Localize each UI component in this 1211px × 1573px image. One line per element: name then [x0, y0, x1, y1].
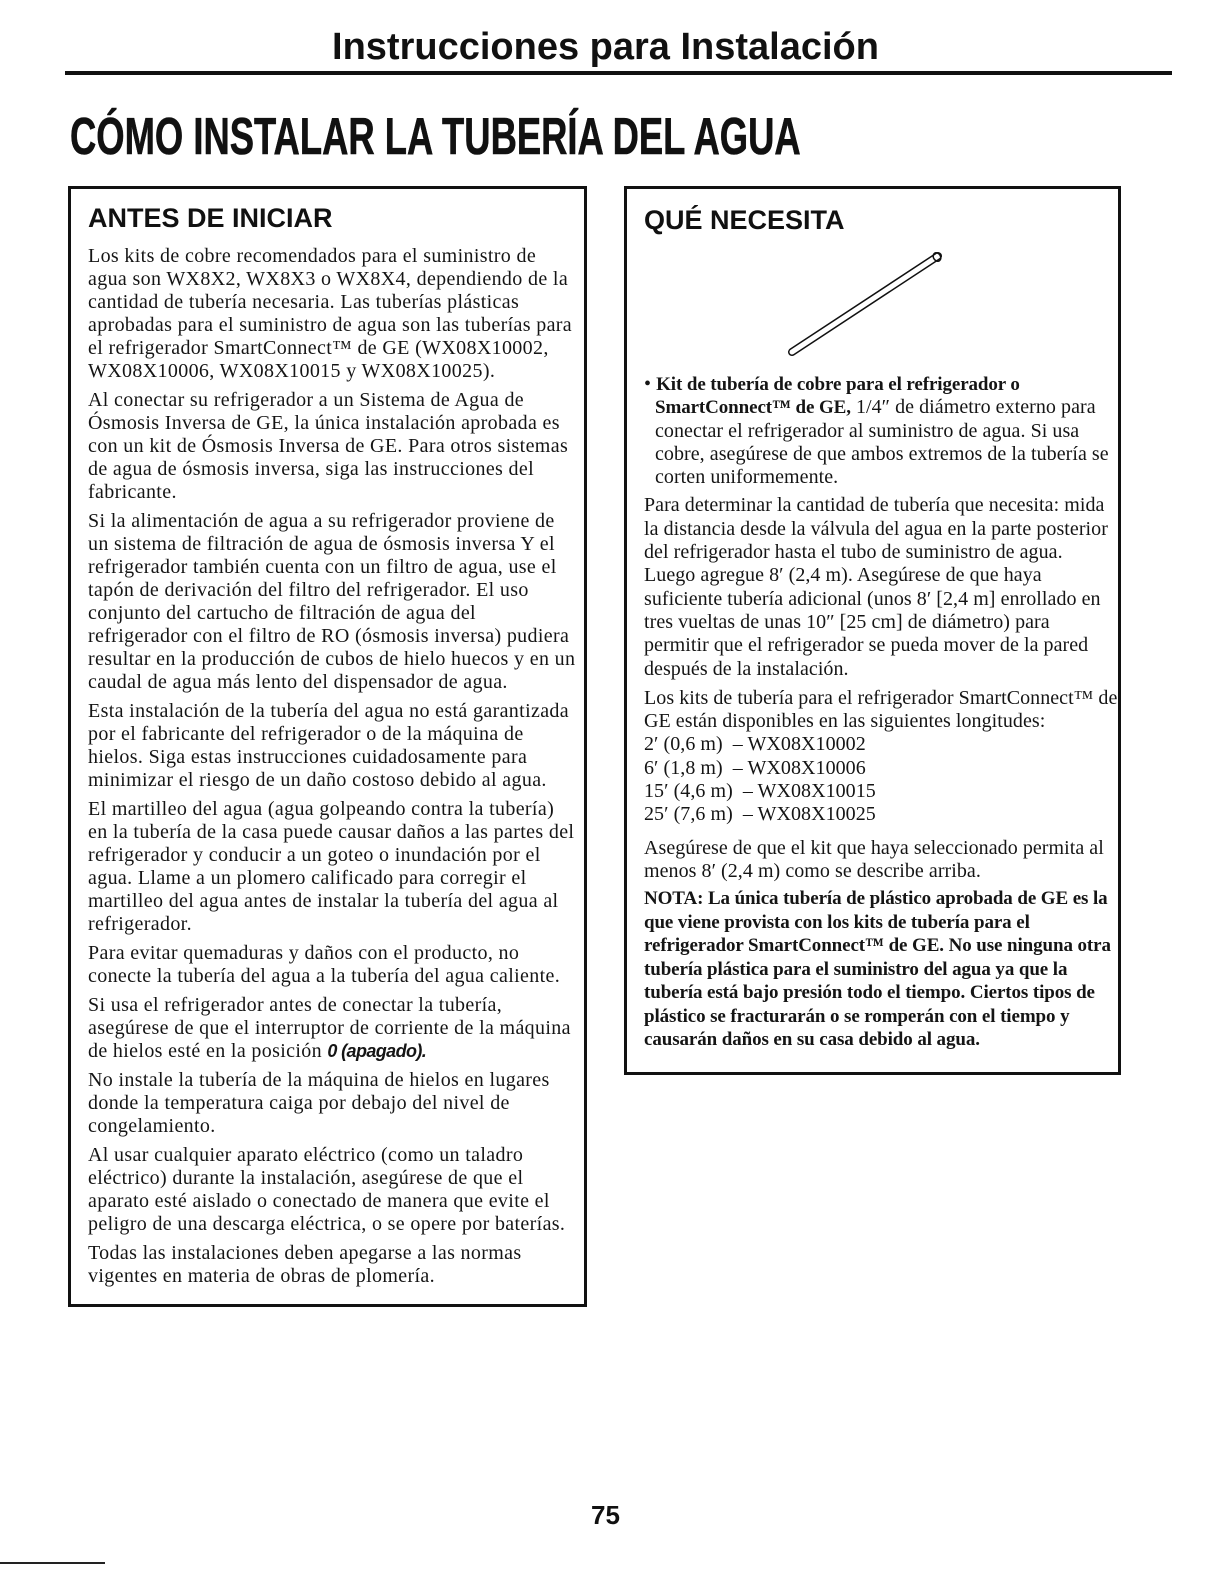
note-plastic-tubing: NOTA: La única tubería de plástico aprobada de GE es la que viene provista con los kits de tubería para el refrigerador SmartConnect™ de GE. No use ninguna otra tubería plástica para el suministro del agua ya que la tubería está bajo presión todo el tiempo. Ciertos tipos de plástico se fracturarán o se romperán con el tiempo y causarán daños en su casa debido al agua.	[644, 888, 1111, 1051]
before-you-begin-body	[88, 245, 576, 1288]
list-item	[644, 757, 1118, 780]
tubing-model: – WX08X10025	[742, 803, 876, 826]
paragraph-icemaker-switch	[88, 994, 576, 1063]
tubing-model: – WX08X10015	[742, 780, 876, 803]
scan-edge-mark	[0, 1562, 105, 1564]
before-you-begin-heading: ANTES DE INICIAR	[88, 203, 333, 233]
paragraph-hot-water: Para evitar quemaduras y daños con el producto, no conecte la tubería del agua a la tubería del agua caliente.	[88, 942, 561, 987]
what-you-need-heading: QUÉ NECESITA	[644, 205, 845, 235]
paragraph-lengths-intro: Los kits de tubería para el refrigerador SmartConnect™ de GE están disponibles en las siguientes longitudes:	[644, 686, 1118, 733]
paragraph-warranty: Esta instalación de la tubería del agua no está garantizada por el fabricante del refrigerador o de la máquina de hielos. Siga estas instrucciones cuidadosamente para minimizar el riesgo de un daño costoso debido al agua.	[88, 700, 570, 791]
paragraph-measure-tubing: Para determinar la cantidad de tubería que necesita: mida la distancia desde la válvula del agua en la parte posterior del refrigerador hasta el tubo de suministro de agua. Luego agregue 8′ (2,4 m). Asegúrese de que haya suficiente tubería adicional (unos 8′ [2,4 m] enrollado en tres vueltas de unas 10″ [25 cm] de diámetro) para permitir que el refrigerador se pueda mover de la pared después de la instalación.	[644, 494, 1108, 680]
kit-list-item	[644, 373, 1118, 489]
kit-item-title: Kit de tubería de cobre para el refrigerador o SmartConnect™ de GE,	[655, 374, 1020, 419]
list-item	[644, 733, 1118, 756]
kit-item-description: 1/4″ de diámetro externo para conectar el refrigerador al suministro de agua. Si usa cobre, asegúrese de que ambos extremos de la tubería se corten uniformemente.	[655, 396, 1109, 489]
tubing-lengths-list	[644, 733, 1118, 826]
tubing-length: 15′ (4,6 m)	[644, 780, 733, 803]
paragraph-filter-bypass: Si la alimentación de agua a su refrigerador proviene de un sistema de filtración de agua de ósmosis inversa Y el refrigerador también cuenta con un filtro de agua, use el tapón de derivación del filtro del refrigerador. El uso conjunto del cartucho de filtración de agua del refrigerador con el filtro de RO (ósmosis inversa) pudiera resultar en la producción de cubos de hielo huecos y en un caudal de agua más lento del dispensador de agua.	[88, 510, 576, 693]
header-rule	[65, 71, 1172, 75]
paragraph-electrical-safety: Al usar cualquier aparato eléctrico (como un taladro eléctrico) durante la instalación, asegúrese de que el aparato esté aislado o conectado de manera que evite el peligro de una descarga eléctrica, o se opere por baterías.	[88, 1144, 566, 1235]
list-item	[644, 803, 1118, 826]
what-you-need-box	[624, 186, 1121, 1075]
what-you-need-body	[644, 373, 1118, 1052]
paragraph-reverse-osmosis: Al conectar su refrigerador a un Sistema de Agua de Ósmosis Inversa de GE, la única instalación aprobada es con un kit de Ósmosis Inversa de GE. Para otros sistemas de agua de ósmosis inversa, siga las instrucciones del fabricante.	[88, 389, 569, 503]
page-number: 75	[591, 1500, 620, 1530]
icemaker-off-position: 0 (apagado).	[327, 1041, 427, 1061]
paragraph-plumbing-codes: Todas las instalaciones deben apegarse a las normas vigentes en materia de obras de plomería.	[88, 1242, 522, 1287]
paragraph-copper-kits: Los kits de cobre recomendados para el suministro de agua son WX8X2, WX8X3 o WX8X4, dependiendo de la cantidad de tubería necesaria. Las tuberías plásticas aprobadas para el suministro de agua son las tuberías para el refrigerador SmartConnect™ de GE (WX08X10002, WX08X10006, WX08X10015 y WX08X10025).	[88, 245, 573, 382]
list-item	[644, 780, 1118, 803]
paragraph-water-hammer: El martilleo del agua (agua golpeando contra la tubería) en la tubería de la casa puede causar daños a las partes del refrigerador y conducir a un goteo o inundación por el agua. Llame a un plomero calificado para corregir el martilleo del agua antes de instalar la tubería del agua al refrigerador.	[88, 798, 575, 935]
bullet-glyph: •	[644, 373, 652, 395]
section-header: Instrucciones para Instalación	[332, 26, 879, 68]
tubing-model: – WX08X10006	[732, 756, 866, 779]
tubing-length: 2′ (0,6 m)	[644, 733, 723, 756]
tubing-length: 25′ (7,6 m)	[644, 803, 733, 826]
paragraph-freezing: No instale la tubería de la máquina de hielos en lugares donde la temperatura caiga por debajo del nivel de congelamiento.	[88, 1069, 550, 1137]
paragraph-kit-reminder: Asegúrese de que el kit que haya seleccionado permita al menos 8′ (2,4 m) como se describe arriba.	[644, 836, 1104, 882]
tubing-model: – WX08X10002	[732, 733, 866, 756]
before-you-begin-box	[68, 186, 587, 1307]
icemaker-switch-text: Si usa el refrigerador antes de conectar la tubería, asegúrese de que el interruptor de corriente de la máquina de hielos esté en la posición	[88, 994, 571, 1062]
page-title: CÓMO INSTALAR LA TUBERÍA DEL AGUA	[70, 108, 801, 166]
tubing-length: 6′ (1,8 m)	[644, 756, 723, 779]
water-tubing-icon	[644, 236, 1118, 373]
